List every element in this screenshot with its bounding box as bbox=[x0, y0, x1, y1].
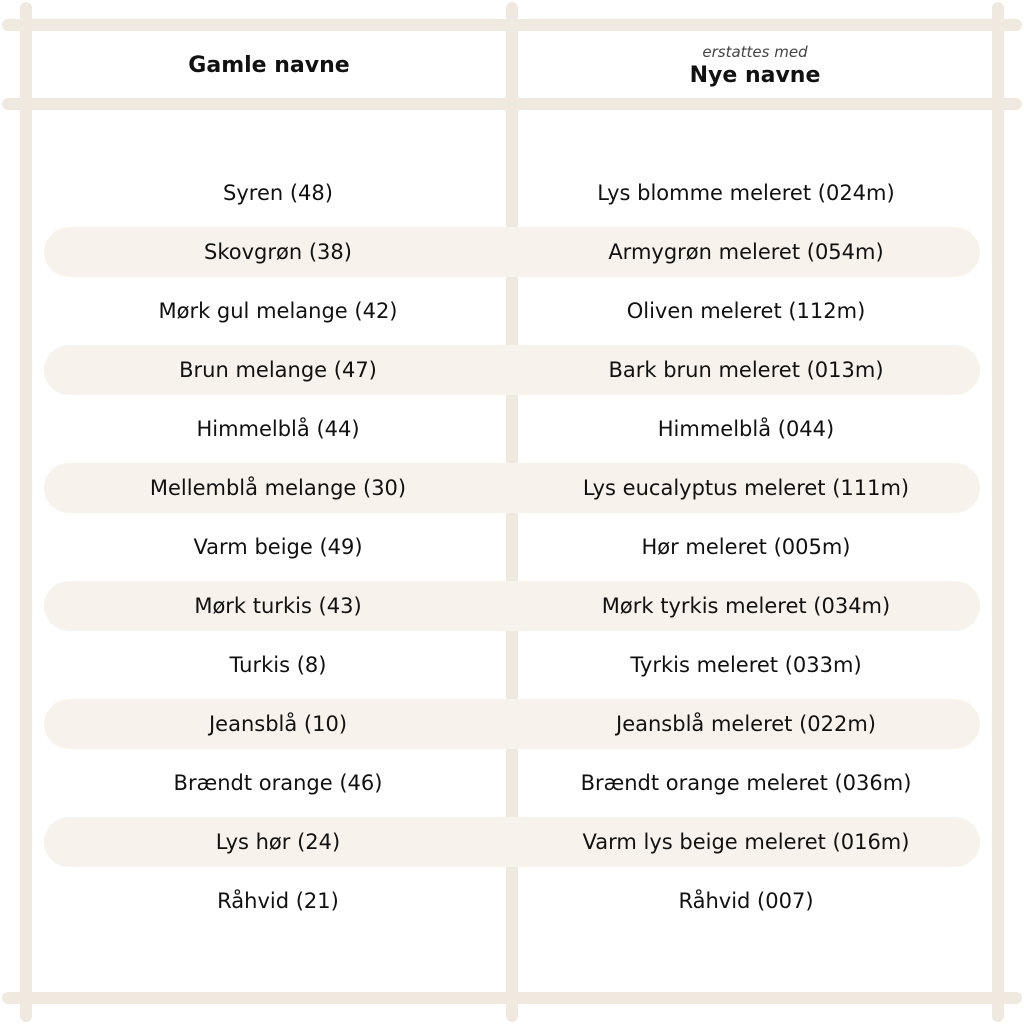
old-name-cell: Mørk turkis (43) bbox=[194, 594, 362, 618]
old-names-title: Gamle navne bbox=[188, 52, 350, 78]
old-name-cell: Jeansblå (10) bbox=[208, 712, 348, 736]
new-name-cell: Brændt orange meleret (036m) bbox=[580, 771, 912, 795]
table-row bbox=[44, 286, 980, 336]
old-name-cell: Brændt orange (46) bbox=[173, 771, 383, 795]
table-row bbox=[44, 463, 980, 513]
grid-line-horizontal-header bbox=[2, 98, 1022, 110]
new-name-cell: Oliven meleret (112m) bbox=[626, 299, 866, 323]
table-row bbox=[44, 581, 980, 631]
new-name-cell: Bark brun meleret (013m) bbox=[608, 358, 884, 382]
new-name-cell: Jeansblå meleret (022m) bbox=[616, 712, 876, 736]
old-name-cell: Himmelblå (44) bbox=[196, 417, 360, 441]
new-name-cell: Himmelblå (044) bbox=[657, 417, 835, 441]
new-name-cell: Råhvid (007) bbox=[678, 889, 814, 913]
grid-line-vertical-right bbox=[992, 2, 1004, 1022]
header-new-names bbox=[518, 32, 992, 98]
grid-line-vertical-left bbox=[20, 2, 32, 1022]
old-name-cell: Varm beige (49) bbox=[193, 535, 363, 559]
grid-line-horizontal-bottom bbox=[2, 992, 1022, 1004]
old-name-cell: Mørk gul melange (42) bbox=[158, 299, 398, 323]
table-row bbox=[44, 522, 980, 572]
table-row bbox=[44, 168, 980, 218]
table-row bbox=[44, 227, 980, 277]
grid-line-horizontal-top bbox=[2, 19, 1022, 31]
new-names-title: Nye navne bbox=[689, 62, 821, 88]
old-name-cell: Brun melange (47) bbox=[179, 358, 377, 382]
old-name-cell: Lys hør (24) bbox=[215, 830, 341, 854]
table-row bbox=[44, 699, 980, 749]
new-name-cell: Tyrkis meleret (033m) bbox=[630, 653, 862, 677]
table-row bbox=[44, 758, 980, 808]
table-row bbox=[44, 640, 980, 690]
table-row bbox=[44, 345, 980, 395]
new-name-cell: Lys eucalyptus meleret (111m) bbox=[582, 476, 910, 500]
old-name-cell: Skovgrøn (38) bbox=[204, 240, 352, 264]
new-name-cell: Hør meleret (005m) bbox=[641, 535, 851, 559]
old-name-cell: Turkis (8) bbox=[229, 653, 327, 677]
table-row bbox=[44, 817, 980, 867]
old-name-cell: Råhvid (21) bbox=[217, 889, 339, 913]
table-row bbox=[44, 876, 980, 926]
header-old-names bbox=[32, 32, 506, 98]
name-mapping-table bbox=[44, 168, 980, 935]
old-name-cell: Mellemblå melange (30) bbox=[149, 476, 407, 500]
table-row bbox=[44, 404, 980, 454]
old-name-cell: Syren (48) bbox=[223, 181, 333, 205]
replaced-with-subtitle: erstattes med bbox=[702, 42, 808, 61]
new-name-cell: Lys blomme meleret (024m) bbox=[597, 181, 895, 205]
new-name-cell: Mørk tyrkis meleret (034m) bbox=[601, 594, 891, 618]
new-name-cell: Armygrøn meleret (054m) bbox=[608, 240, 884, 264]
new-name-cell: Varm lys beige meleret (016m) bbox=[582, 830, 910, 854]
